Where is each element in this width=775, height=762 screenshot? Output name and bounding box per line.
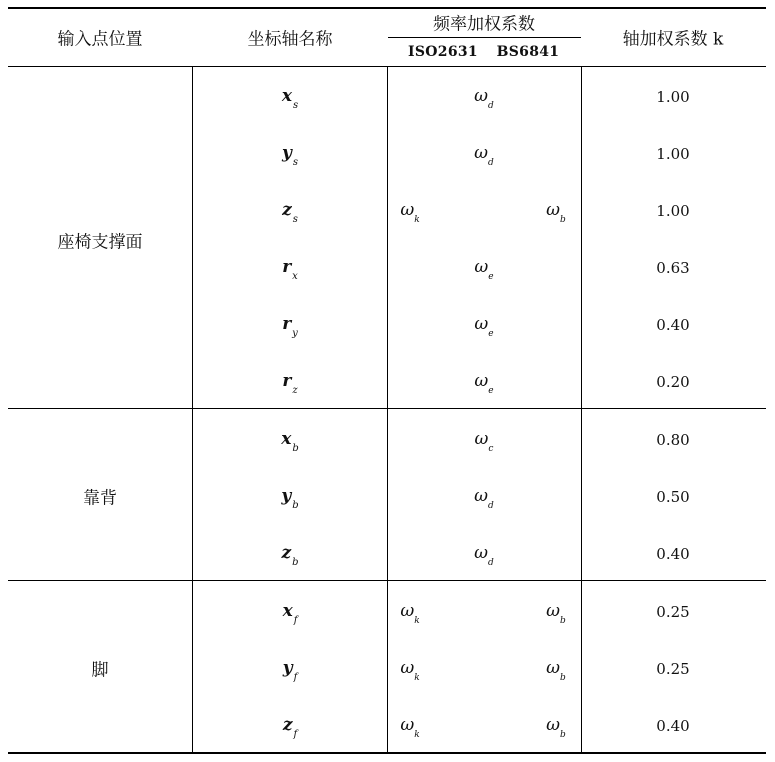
freq-weight-iso-subscript: k [414, 730, 420, 741]
freq-weight-merged-subscript: c [488, 444, 494, 455]
axis-symbol-subscript: f [293, 729, 298, 741]
axis-weight-value [656, 660, 689, 678]
freq-weight-iso-symbol: ω [400, 657, 415, 678]
axis-symbol-symbol: y [281, 142, 292, 163]
header-axis-weight [623, 25, 724, 50]
freq-weight-iso [400, 714, 420, 741]
axis-symbol [282, 600, 298, 627]
axis-symbol [282, 657, 298, 684]
freq-weight-iso-subscript: k [414, 215, 420, 226]
freq-weight-merged [474, 142, 494, 169]
axis-symbol-symbol: r [282, 370, 292, 391]
axis-symbol-subscript: y [292, 328, 298, 340]
axis-symbol [281, 485, 299, 512]
axis-symbol-symbol: z [282, 199, 292, 220]
axis-symbol-symbol: x [281, 428, 292, 449]
axis-symbol-subscript: s [293, 100, 299, 112]
freq-header-rule [388, 37, 581, 38]
freq-weight-bs-symbol: ω [546, 714, 561, 735]
freq-weight-merged-symbol: ω [474, 370, 489, 391]
axis-weight-value [656, 717, 689, 735]
axis-weight-value-symbol: 0.20 [656, 373, 690, 391]
col-divider-3 [581, 66, 582, 753]
group-label-foot: 脚 [91, 660, 109, 681]
axis-symbol-symbol: r [282, 313, 292, 334]
axis-weight-value [656, 202, 689, 220]
header-axis-name: 坐标轴名称 [247, 29, 333, 50]
axis-symbol [282, 714, 298, 741]
freq-weight-iso [400, 600, 420, 627]
freq-weight-iso-symbol: ω [400, 714, 415, 735]
axis-symbol-subscript: x [292, 271, 298, 283]
col-divider-2 [387, 66, 388, 753]
axis-weight-value-symbol: 0.40 [656, 545, 690, 563]
axis-weight-value-symbol: 0.80 [656, 431, 690, 449]
axis-symbol-subscript: s [292, 157, 299, 169]
freq-weight-merged [474, 85, 494, 112]
axis-weight-value [656, 431, 689, 449]
freq-weight-merged [474, 428, 494, 455]
freq-weight-merged-symbol: ω [474, 313, 489, 334]
freq-weight-merged [474, 313, 494, 340]
freq-weight-merged-symbol: ω [474, 85, 489, 106]
group-label-seat: 座椅支撑面 [57, 232, 143, 253]
freq-weight-merged [474, 542, 494, 569]
header-bs6841: BS6841 [496, 44, 560, 60]
freq-weight-merged-subscript: e [488, 272, 494, 283]
header-iso2631: ISO2631 [408, 44, 478, 60]
freq-weight-merged-subscript: d [488, 158, 494, 169]
freq-weight-merged [474, 370, 494, 397]
group-label-backrest: 靠背 [83, 488, 117, 509]
freq-weight-merged-subscript: e [488, 329, 494, 340]
axis-weight-value-symbol: 0.25 [656, 660, 690, 678]
axis-weight-value [656, 373, 689, 391]
axis-weight-value-symbol: 1.00 [656, 145, 690, 163]
axis-weight-value-symbol: 1.00 [656, 202, 690, 220]
axis-symbol [282, 199, 298, 226]
axis-symbol-symbol: x [282, 600, 293, 621]
axis-symbol-symbol: r [282, 256, 292, 277]
freq-weight-iso-subscript: k [414, 616, 420, 627]
freq-weight-bs-symbol: ω [546, 199, 561, 220]
top-rule [8, 7, 766, 9]
axis-symbol-symbol: z [281, 542, 292, 563]
header-axis-weight-label: 轴加权系数 k [622, 29, 724, 50]
axis-weight-value [656, 259, 689, 277]
axis-symbol-subscript: f [293, 672, 298, 684]
header-freq-weight: 频率加权系数 [433, 14, 535, 35]
freq-weight-iso [400, 657, 420, 684]
freq-weight-bs-subscript: b [560, 616, 566, 627]
freq-weight-iso-symbol: ω [400, 600, 415, 621]
axis-symbol-symbol: y [281, 485, 292, 506]
axis-weight-value-symbol: 0.40 [656, 316, 690, 334]
axis-symbol-symbol: x [281, 85, 292, 106]
axis-symbol [281, 542, 299, 569]
axis-symbol-subscript: b [292, 557, 299, 569]
axis-symbol [282, 313, 298, 340]
freq-weight-merged [474, 485, 494, 512]
axis-weight-value [656, 88, 689, 106]
freq-weight-merged-symbol: ω [474, 485, 489, 506]
freq-weight-merged-symbol: ω [474, 256, 489, 277]
axis-symbol [282, 256, 298, 283]
freq-weight-merged-subscript: e [488, 386, 494, 397]
freq-weight-merged-subscript: d [488, 501, 494, 512]
axis-symbol-symbol: z [282, 714, 293, 735]
axis-weight-value-symbol: 1.00 [656, 88, 690, 106]
axis-weight-value [656, 488, 689, 506]
axis-weight-value [656, 545, 689, 563]
axis-weight-value-symbol: 0.40 [656, 717, 690, 735]
freq-weight-merged-symbol: ω [474, 542, 489, 563]
freq-weight-merged-symbol: ω [474, 142, 489, 163]
freq-weight-bs [546, 657, 566, 684]
axis-weight-value [656, 316, 689, 334]
axis-symbol-symbol: y [282, 657, 293, 678]
axis-symbol-subscript: z [292, 385, 298, 397]
axis-weight-value-symbol: 0.25 [656, 603, 690, 621]
axis-weight-value-symbol: 0.50 [656, 488, 690, 506]
freq-weight-iso-subscript: k [414, 673, 420, 684]
axis-weight-value-symbol: 0.63 [656, 259, 690, 277]
freq-weight-merged-subscript: d [488, 101, 494, 112]
axis-symbol [281, 85, 299, 112]
axis-symbol [281, 142, 299, 169]
freq-weight-bs [546, 199, 566, 226]
axis-symbol-subscript: f [293, 615, 298, 627]
freq-weight-bs-subscript: b [560, 673, 566, 684]
axis-symbol [282, 370, 298, 397]
axis-weight-value [656, 603, 689, 621]
freq-weight-merged [474, 256, 494, 283]
col-divider-1 [192, 66, 193, 753]
freq-weight-iso-symbol: ω [400, 199, 415, 220]
freq-weight-merged-symbol: ω [474, 428, 489, 449]
axis-symbol [281, 428, 299, 455]
axis-symbol-subscript: s [292, 214, 298, 226]
freq-weight-bs [546, 600, 566, 627]
freq-weight-bs-subscript: b [560, 215, 566, 226]
freq-weight-bs [546, 714, 566, 741]
freq-weight-iso [400, 199, 420, 226]
freq-weight-bs-subscript: b [560, 730, 566, 741]
freq-weight-bs-symbol: ω [546, 657, 561, 678]
axis-symbol-subscript: b [292, 500, 299, 512]
freq-weight-merged-subscript: d [488, 558, 494, 569]
header-input-position: 输入点位置 [57, 29, 143, 50]
axis-symbol-subscript: b [292, 443, 299, 455]
axis-weight-value [656, 145, 689, 163]
freq-weight-bs-symbol: ω [546, 600, 561, 621]
